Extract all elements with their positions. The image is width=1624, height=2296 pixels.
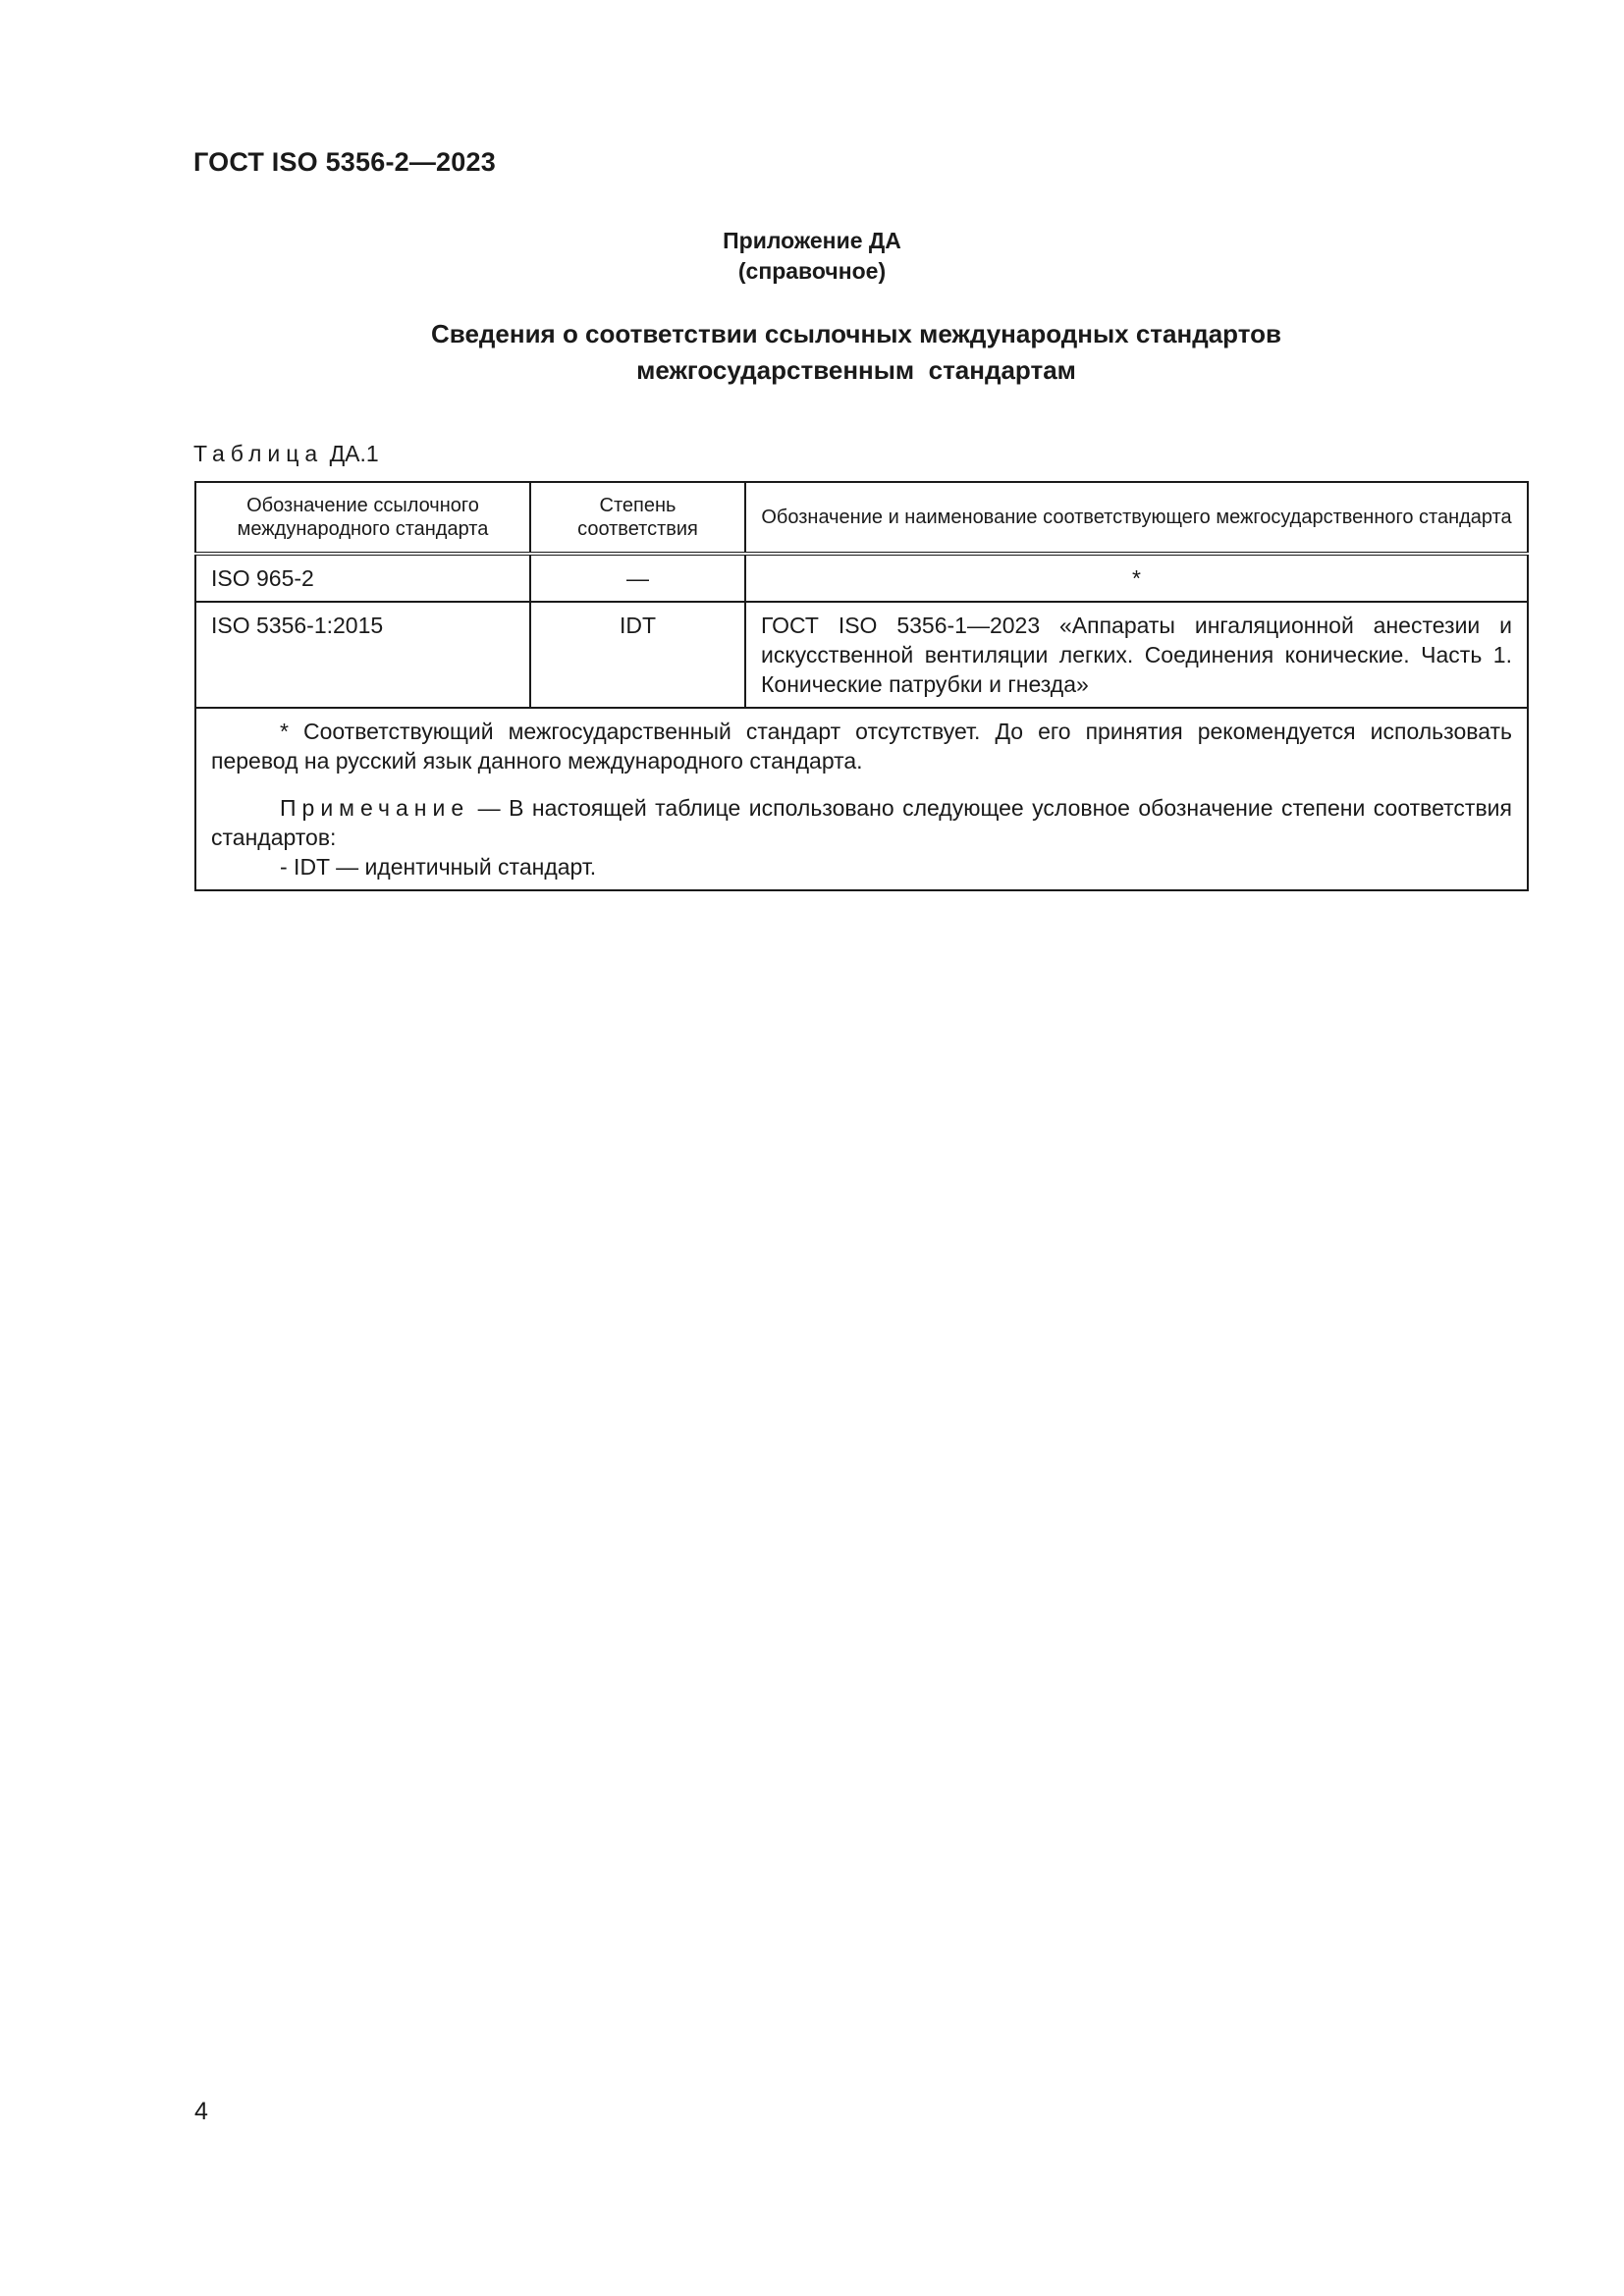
annex-title-line-1: Сведения о соответствии ссылочных международных стандартов bbox=[431, 319, 1281, 348]
annex-title-line-2: межгосударственным стандартам bbox=[636, 355, 1076, 385]
annex-type: (справочное) bbox=[737, 258, 887, 284]
table-row bbox=[195, 554, 1528, 602]
note-text: — В настоящей таблице использовано следующее условное обозначение степени соответствия стандартов: bbox=[211, 795, 1512, 850]
cell-degree: IDT bbox=[530, 602, 745, 708]
page-number: 4 bbox=[194, 2098, 208, 2125]
note-list-item: - IDT — идентичный стандарт. bbox=[280, 854, 597, 880]
table-caption-number: ДА.1 bbox=[329, 441, 379, 466]
table-caption bbox=[193, 441, 379, 467]
correspondence-table bbox=[194, 481, 1529, 891]
document-code: ГОСТ ISO 5356-2—2023 bbox=[193, 147, 496, 177]
table-notes-row bbox=[195, 708, 1528, 890]
table-header-row bbox=[195, 482, 1528, 554]
cell-name: ГОСТ ISO 5356-1—2023 «Аппараты ингаляционной анестезии и искусственной вентиляции легких. Соединения конические. Часть 1. Конические патрубки и гнезда» bbox=[745, 602, 1528, 708]
table-row bbox=[195, 602, 1528, 708]
table-footnote: * Соответствующий межгосударственный стандарт отсутствует. До его принятия рекомендуется использовать перевод на русский язык данного международного стандарта. bbox=[211, 719, 1512, 774]
note-label: Примечание bbox=[280, 795, 470, 821]
cell-degree: — bbox=[530, 554, 745, 602]
table-note bbox=[211, 793, 1512, 852]
header-degree: Степень соответствия bbox=[530, 482, 745, 554]
annex-title bbox=[0, 316, 1624, 389]
table-notes bbox=[195, 708, 1528, 890]
annex-label: Приложение ДА bbox=[723, 228, 901, 253]
header-ref-standard: Обозначение ссылочного международного стандарта bbox=[195, 482, 530, 554]
annex-heading bbox=[0, 226, 1624, 287]
table-caption-prefix: Таблица bbox=[193, 441, 324, 466]
cell-ref: ISO 5356-1:2015 bbox=[195, 602, 530, 708]
cell-name: * bbox=[745, 554, 1528, 602]
cell-ref: ISO 965-2 bbox=[195, 554, 530, 602]
header-interstate-standard: Обозначение и наименование соответствующего межгосударственного стандарта bbox=[745, 482, 1528, 554]
